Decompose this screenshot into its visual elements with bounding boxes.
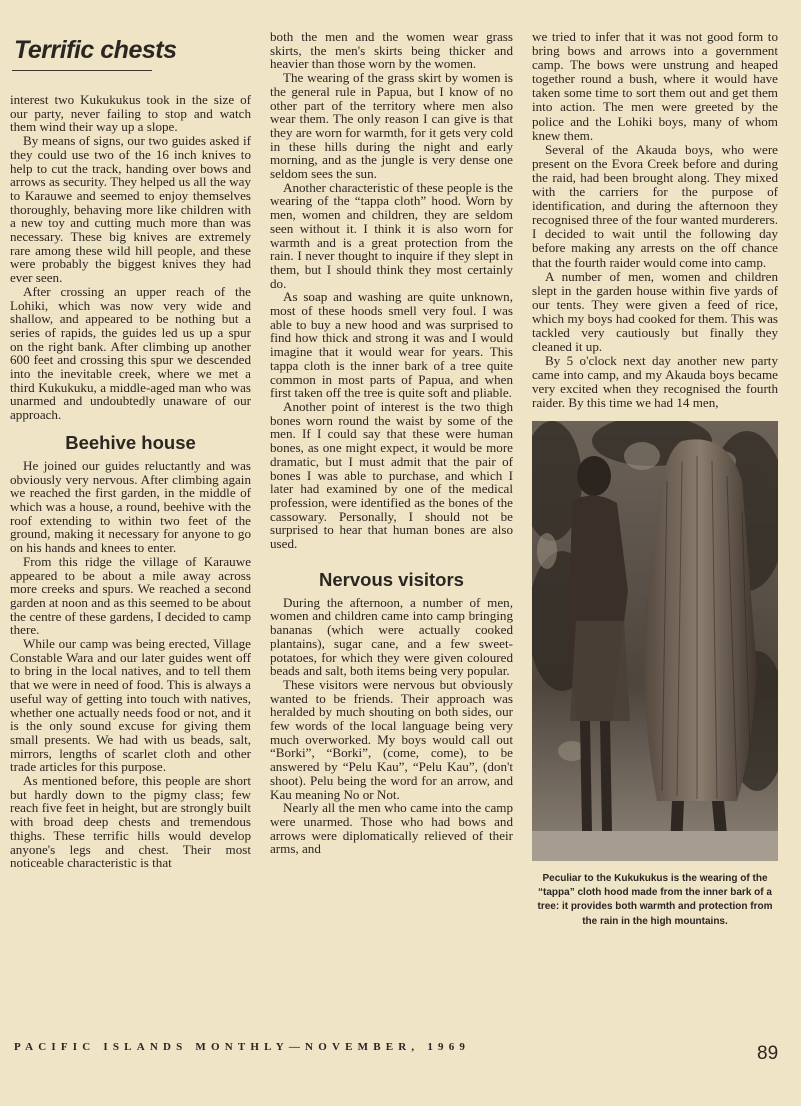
paragraph: Another point of interest is the two thigh bones worn round the waist by some of the men. If I could say that these were human bones, as one might expect, it would be more dramatic, but I must admit that the pair of bones I was able to purchase, and which I later had examined by one of the medical profession, were identified as the bones of the cassowary. Personally, I should not be surprised to hear that human bones are also used.: [270, 398, 513, 552]
paragraph: Several of the Akauda boys, who were present on the Evora Creek before and during the raid, had been brought along. They mixed with the carriers for the purpose of identification, and during the afternoon they recognised three of the four wanted murderers. I decided to wait until the following day before making any arrests on the off chance that the fourth raider would come into camp.: [532, 141, 778, 270]
paragraph: These visitors were nervous but obviously wanted to be friends. Their approach was heralded by much shouting on both sides, our few words of the local language being very much overworked. My boys would call out “Borki”, “Borki”, (come, come), to be answered by “Pelu Kau”, “Pelu Kau”, (don't shoot). Pelu being the word for an arrow, and Kau meaning No or Not.: [270, 676, 513, 802]
column-3: [532, 30, 778, 929]
section-heading-beehive: Beehive house: [65, 431, 196, 453]
paragraph: Nearly all the men who came into the camp were unarmed. Those who had bows and arrows were diplomatically relieved of their arms, and: [270, 800, 513, 857]
paragraph: As mentioned before, this people are short but hardly down to the pigmy class; few reach five feet in height, but are strongly built with broad deep chests and tremendous thighs. These terrific hills would develop anyone's legs and chest. Their most noticeable characteristic is that: [10, 773, 251, 871]
paragraph: both the men and the women wear grass skirts, the men's skirts being thicker and heavier than those worn by the women.: [270, 29, 513, 72]
paragraph: we tried to infer that it was not good form to bring bows and arrows into a government camp. The bows were unstrung and heaped together round a bush, where it would have taken some time to sort them out and get them into action. The men were greeted by the police and the Lohiki boys, many of whom knew them.: [532, 29, 778, 143]
paragraph: From this ridge the village of Karauwe appeared to be about a mile away across more creeks and spurs. We reached a second garden at noon and as this seemed to be about the centre of these gardens, I decided to camp there.: [10, 553, 251, 638]
paragraph: By 5 o'clock next day another new party came into camp, and my Akauda boys became very excited when they recognised the fourth raider. By this time we had 14 men,: [532, 353, 778, 411]
paragraph: While our camp was being erected, Village Constable Wara and our later guides went off to bring in the local natives, and to tell them that we were in need of food. This is always a useful way of getting into touch with natives, whether one actually needs food or not, and it is the only sound excuse for giving them small presents. We had with us beads, salt, mirrors, lengths of scarlet cloth and other trade articles for this purpose.: [10, 636, 251, 775]
column-1: [10, 30, 251, 870]
kukukuku-tappa-hood-photo: [532, 421, 778, 861]
paragraph: Another characteristic of these people is the wearing of the “tappa cloth” hood. Worn by men, women and children, they are seldom seen without it. I think it is also worn for warmth and is a great protection from the rain. I never thought to inquire if they slept in them, but I should think they most certainly do.: [270, 179, 513, 291]
column-2: [270, 30, 513, 856]
page-number: 89: [757, 1043, 779, 1064]
article-title: Terrific chests: [14, 36, 177, 64]
section-heading-nervous-visitors: Nervous visitors: [319, 568, 464, 590]
photo-caption: Peculiar to the Kukukukus is the wearing of the “tappa” cloth hood made from the inner bark of a tree: it provides both warmth and protection from the rain in the high mountains.: [537, 872, 773, 927]
paragraph: As soap and washing are quite unknown, most of these hoods smell very foul. I was able to buy a new hood and was surprised to find how thick and strong it was and I would imagine that it would wear for years. This tappa cloth is the inner bark of a tree quite common in most parts of Papua, and when first taken off the tree is quite soft and pliable.: [270, 289, 513, 401]
paragraph: After crossing an upper reach of the Lohiki, which was now very wide and shallow, and appeared to be nothing but a series of rapids, the guides led us up a spur on the right bank. After climbing up another 600 feet and crossing this spur we descended into the inevitable creek, where we met a third Kukukuku, a middle-aged man who was unarmed and undoubtedly unaware of our approach.: [10, 283, 251, 423]
paragraph: He joined our guides reluctantly and was obviously very nervous. After climbing again we reached the first garden, in the middle of which was a house, a round, beehive with the roof extending to within two feet of the ground, making it necessary for anyone to go on his hands and knees to enter.: [10, 457, 251, 556]
paragraph: The wearing of the grass skirt by women is the general rule in Papua, but I know of no other part of the territory where men also wear them. The only reason I can give is that they are worn for warmth, for it gets very cold in these hills during the night and early morning, and as the jungle is very dense one seldom sees the sun.: [270, 70, 513, 182]
paragraph: By means of signs, our two guides asked if they could use two of the 16 inch knives to help to cut the track, handing over bows and arrows as security. They helped us all the way to Karauwe and seemed to enjoy themselves thoroughly, behaving more like children with a new toy and cutting much more than was necessary. These big knives are extremely rare among these wild hill people, and these were probably the biggest knives they had ever seen.: [10, 133, 251, 286]
paragraph: interest two Kukukukus took in the size of our party, never failing to stop and watch them wind their way up a slope.: [10, 92, 251, 135]
paragraph: A number of men, women and children slept in the garden house within five yards of our tents. They were given a feed of rice, which my boys had cooked for them. This was tackled very cautiously but finally they cleaned it up.: [532, 268, 778, 355]
title-rule: [12, 70, 152, 71]
publication-footer: PACIFIC ISLANDS MONTHLY—NOVEMBER, 1969: [14, 1041, 471, 1053]
paragraph: During the afternoon, a number of men, women and children came into camp bringing bananas (which were actually cooked plantains), sugar cane, and a few sweet-potatoes, for which they were given coloured beads and salt, both items being very popular.: [270, 594, 513, 679]
